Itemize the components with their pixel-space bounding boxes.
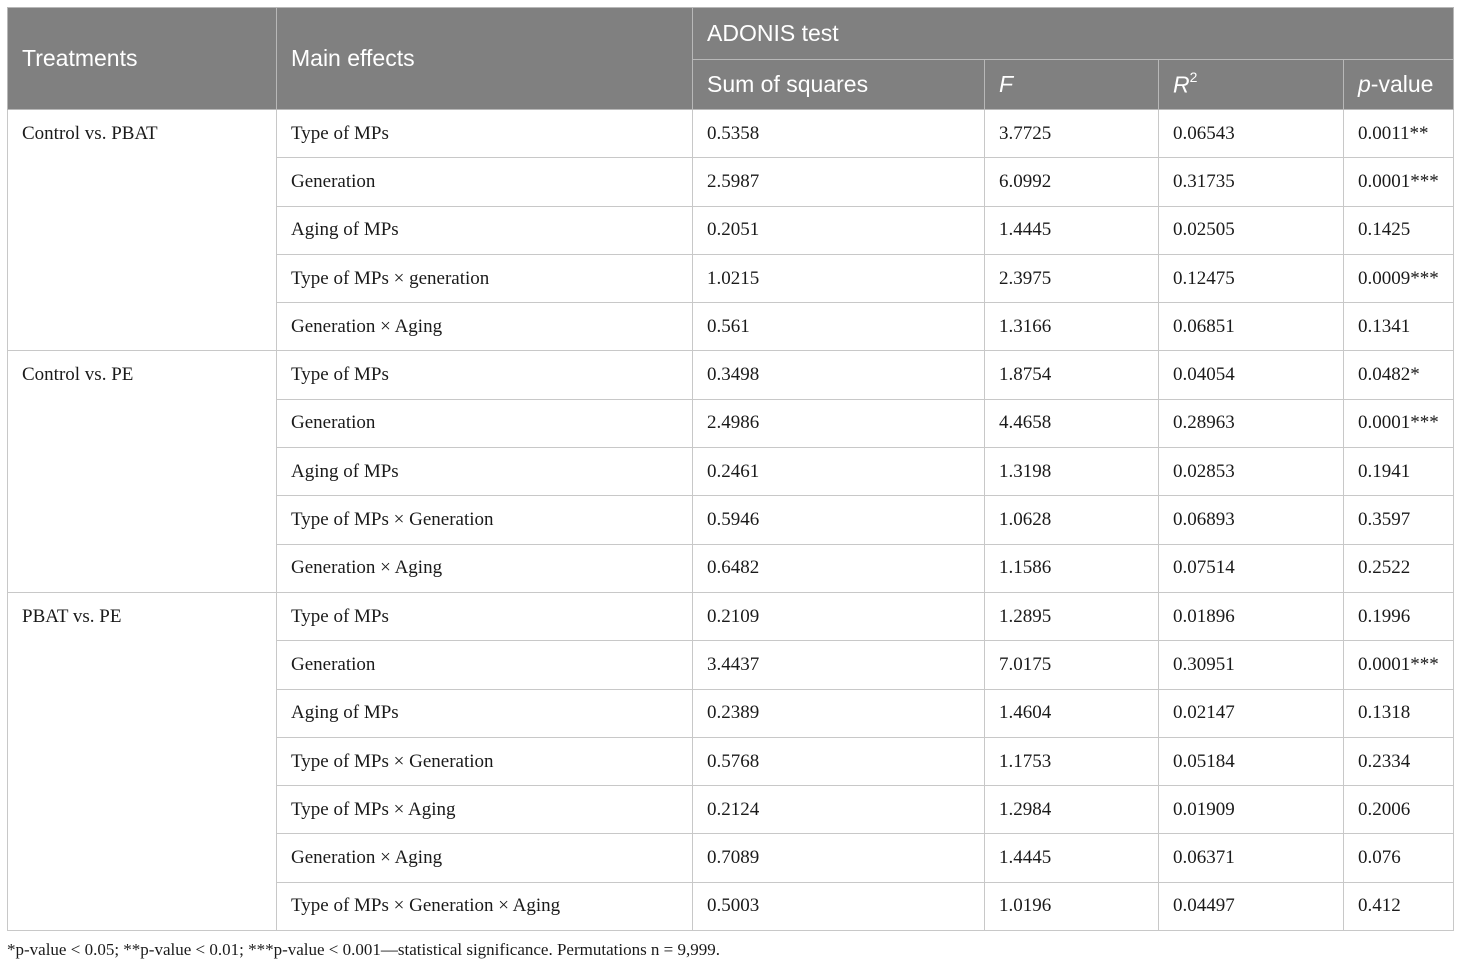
f-value-cell: 1.2984 [985, 786, 1159, 834]
f-value-cell: 1.4445 [985, 206, 1159, 254]
f-value-cell: 1.1586 [985, 544, 1159, 592]
r-squared-cell: 0.04497 [1159, 882, 1344, 930]
header-sum-of-squares: Sum of squares [693, 60, 985, 110]
p-value-cell: 0.0011** [1344, 110, 1454, 158]
p-value-cell: 0.412 [1344, 882, 1454, 930]
p-value-cell: 0.1941 [1344, 448, 1454, 496]
sum-of-squares-cell: 3.4437 [693, 641, 985, 689]
main-effect-cell: Type of MPs [277, 592, 693, 640]
header-r-label: R [1173, 71, 1190, 98]
r-squared-cell: 0.12475 [1159, 254, 1344, 302]
treatment-cell: Control vs. PE [8, 351, 277, 592]
r-squared-cell: 0.06543 [1159, 110, 1344, 158]
main-effect-cell: Type of MPs [277, 351, 693, 399]
sum-of-squares-cell: 0.5768 [693, 737, 985, 785]
main-effect-cell: Type of MPs [277, 110, 693, 158]
sum-of-squares-cell: 2.5987 [693, 158, 985, 206]
p-value-cell: 0.0001*** [1344, 641, 1454, 689]
main-effect-cell: Aging of MPs [277, 689, 693, 737]
p-value-cell: 0.1425 [1344, 206, 1454, 254]
header-p-italic: p [1358, 71, 1371, 97]
table-row [8, 351, 1454, 399]
f-value-cell: 1.8754 [985, 351, 1159, 399]
p-value-cell: 0.076 [1344, 834, 1454, 882]
main-effect-cell: Generation × Aging [277, 303, 693, 351]
sum-of-squares-cell: 0.3498 [693, 351, 985, 399]
sum-of-squares-cell: 0.5003 [693, 882, 985, 930]
r-squared-cell: 0.30951 [1159, 641, 1344, 689]
sum-of-squares-cell: 0.6482 [693, 544, 985, 592]
sum-of-squares-cell: 0.2109 [693, 592, 985, 640]
table-body [8, 110, 1454, 931]
header-main-effects: Main effects [277, 8, 693, 110]
f-value-cell: 7.0175 [985, 641, 1159, 689]
adonis-results-table [7, 7, 1454, 931]
main-effect-cell: Type of MPs × Generation [277, 496, 693, 544]
r-squared-cell: 0.02853 [1159, 448, 1344, 496]
header-treatments: Treatments [8, 8, 277, 110]
main-effect-cell: Type of MPs × Generation × Aging [277, 882, 693, 930]
p-value-cell: 0.0009*** [1344, 254, 1454, 302]
f-value-cell: 1.1753 [985, 737, 1159, 785]
r-squared-cell: 0.06893 [1159, 496, 1344, 544]
r-squared-cell: 0.05184 [1159, 737, 1344, 785]
header-r2 [1159, 60, 1344, 110]
p-value-cell: 0.0001*** [1344, 399, 1454, 447]
f-value-cell: 1.3198 [985, 448, 1159, 496]
sum-of-squares-cell: 0.561 [693, 303, 985, 351]
sum-of-squares-cell: 2.4986 [693, 399, 985, 447]
header-f [985, 60, 1159, 110]
r-squared-cell: 0.02505 [1159, 206, 1344, 254]
p-value-cell: 0.1318 [1344, 689, 1454, 737]
main-effect-cell: Aging of MPs [277, 448, 693, 496]
sum-of-squares-cell: 0.5946 [693, 496, 985, 544]
sum-of-squares-cell: 0.7089 [693, 834, 985, 882]
sum-of-squares-cell: 0.2461 [693, 448, 985, 496]
r-squared-cell: 0.04054 [1159, 351, 1344, 399]
f-value-cell: 4.4658 [985, 399, 1159, 447]
header-p-value [1344, 60, 1454, 110]
table-row [8, 110, 1454, 158]
r-squared-cell: 0.07514 [1159, 544, 1344, 592]
f-value-cell: 1.2895 [985, 592, 1159, 640]
f-value-cell: 1.4445 [985, 834, 1159, 882]
main-effect-cell: Generation [277, 158, 693, 206]
treatment-cell: Control vs. PBAT [8, 110, 277, 351]
sum-of-squares-cell: 1.0215 [693, 254, 985, 302]
sum-of-squares-cell: 0.2051 [693, 206, 985, 254]
r-squared-cell: 0.06371 [1159, 834, 1344, 882]
header-adonis-test: ADONIS test [693, 8, 1454, 60]
p-value-cell: 0.1341 [1344, 303, 1454, 351]
sum-of-squares-cell: 0.2389 [693, 689, 985, 737]
p-value-cell: 0.2006 [1344, 786, 1454, 834]
r-squared-cell: 0.31735 [1159, 158, 1344, 206]
main-effect-cell: Type of MPs × generation [277, 254, 693, 302]
r-squared-cell: 0.02147 [1159, 689, 1344, 737]
f-value-cell: 3.7725 [985, 110, 1159, 158]
main-effect-cell: Generation × Aging [277, 834, 693, 882]
r-squared-cell: 0.01896 [1159, 592, 1344, 640]
table-row [8, 592, 1454, 640]
main-effect-cell: Generation [277, 399, 693, 447]
main-effect-cell: Aging of MPs [277, 206, 693, 254]
r-squared-cell: 0.28963 [1159, 399, 1344, 447]
table-footnote: *p-value < 0.05; **p-value < 0.01; ***p-value < 0.001—statistical significance. Permutations n = 9,999. [7, 940, 721, 959]
r-squared-cell: 0.06851 [1159, 303, 1344, 351]
table-header [8, 8, 1454, 110]
header-f-label: F [999, 71, 1014, 97]
r-squared-cell: 0.01909 [1159, 786, 1344, 834]
p-value-cell: 0.3597 [1344, 496, 1454, 544]
f-value-cell: 1.4604 [985, 689, 1159, 737]
sum-of-squares-cell: 0.5358 [693, 110, 985, 158]
p-value-cell: 0.2522 [1344, 544, 1454, 592]
f-value-cell: 1.0196 [985, 882, 1159, 930]
header-row-1 [8, 8, 1454, 60]
f-value-cell: 1.3166 [985, 303, 1159, 351]
p-value-cell: 0.1996 [1344, 592, 1454, 640]
main-effect-cell: Type of MPs × Generation [277, 737, 693, 785]
f-value-cell: 1.0628 [985, 496, 1159, 544]
f-value-cell: 6.0992 [985, 158, 1159, 206]
p-value-cell: 0.2334 [1344, 737, 1454, 785]
header-p-rest: -value [1370, 71, 1434, 97]
p-value-cell: 0.0001*** [1344, 158, 1454, 206]
f-value-cell: 2.3975 [985, 254, 1159, 302]
treatment-cell: PBAT vs. PE [8, 592, 277, 930]
main-effect-cell: Generation [277, 641, 693, 689]
p-value-cell: 0.0482* [1344, 351, 1454, 399]
sum-of-squares-cell: 0.2124 [693, 786, 985, 834]
main-effect-cell: Generation × Aging [277, 544, 693, 592]
table-container [7, 7, 1453, 931]
header-r-superscript: 2 [1189, 68, 1198, 85]
main-effect-cell: Type of MPs × Aging [277, 786, 693, 834]
